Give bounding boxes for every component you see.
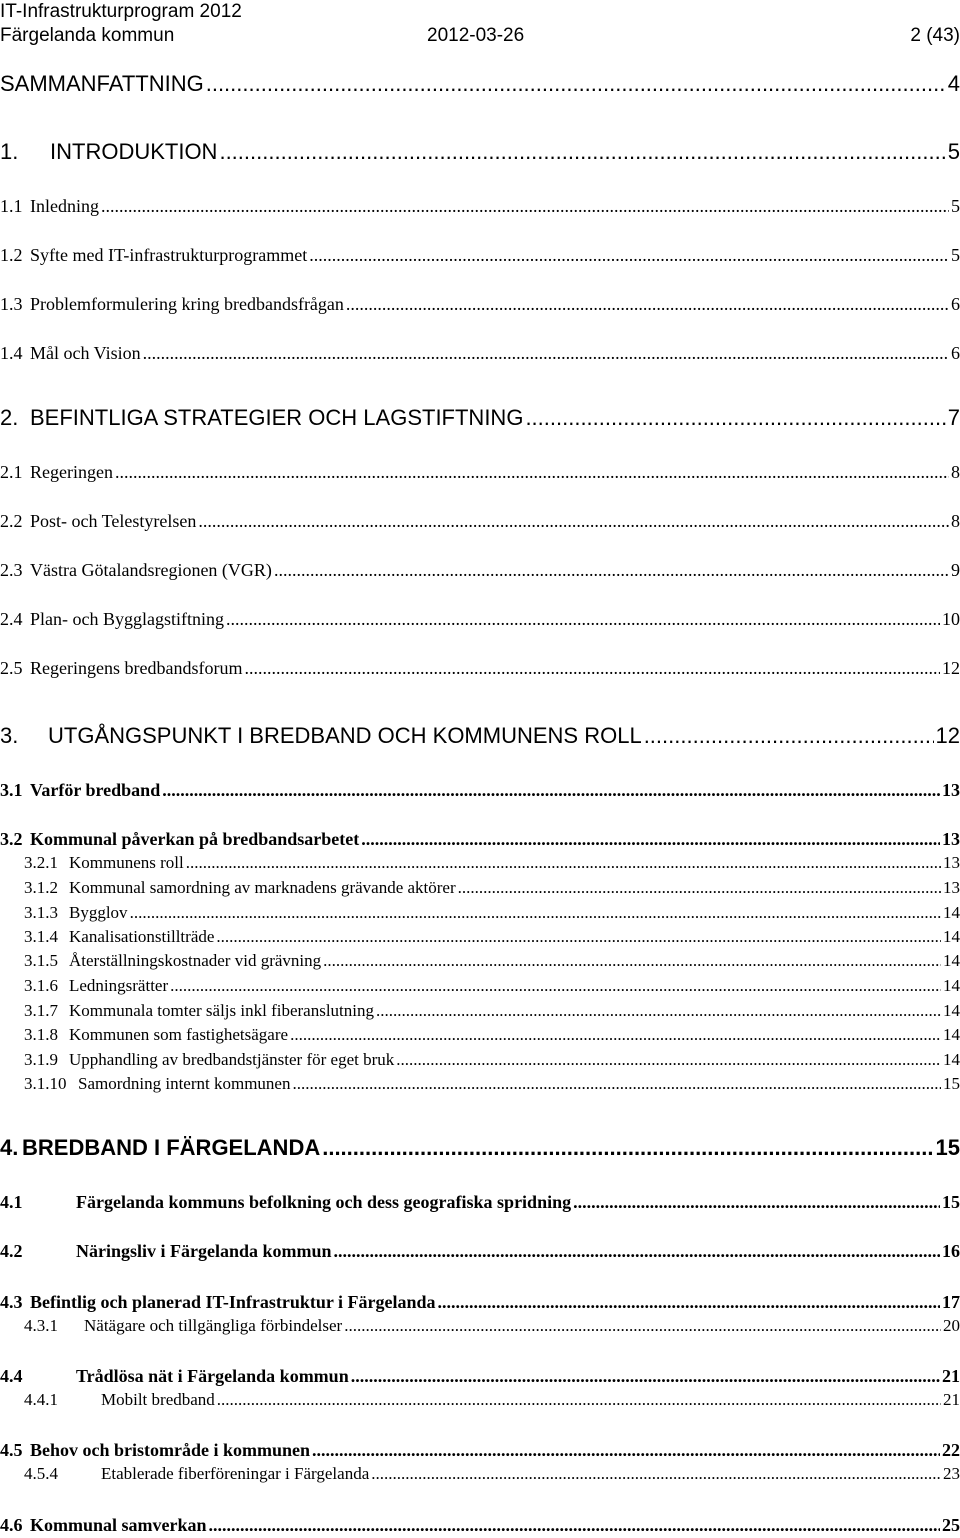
toc-entry-number: 3.2.1 — [24, 853, 58, 872]
toc-entry-number: 3.1 — [0, 780, 23, 800]
toc-entry-page: 15 — [935, 1135, 960, 1160]
document-title: IT-Infrastrukturprogram 2012 — [0, 1, 242, 22]
toc-entry-number: 4.1 — [0, 1192, 23, 1212]
toc-entry-title: BEFINTLIGA STRATEGIER OCH LAGSTIFTNING — [30, 405, 524, 430]
toc-dot-leader — [438, 1291, 940, 1313]
toc-entry-page: 17 — [942, 1292, 960, 1312]
toc-entry[interactable] — [0, 1074, 960, 1098]
toc-entry-page: 9 — [951, 560, 960, 580]
toc-entry-title: Kommunen som fastighetsägare — [69, 1025, 289, 1044]
toc-dot-leader — [371, 1464, 941, 1484]
toc-entry[interactable] — [0, 195, 960, 219]
toc-dot-leader — [209, 1514, 940, 1536]
toc-entry-title: Kanalisationstillträde — [69, 927, 215, 946]
toc-entry[interactable] — [0, 1191, 960, 1215]
toc-entry-title: Regeringen — [30, 462, 113, 482]
toc-dot-leader — [274, 559, 949, 581]
toc-dot-leader — [376, 1001, 941, 1021]
toc-entry-number: 4.3.1 — [24, 1316, 58, 1335]
toc-entry-number: 4.2 — [0, 1241, 23, 1261]
toc-dot-leader — [458, 878, 941, 898]
toc-entry-title: Varför bredband — [30, 780, 161, 800]
toc-entry-title: Upphandling av bredbandstjänster för eget bruk — [69, 1050, 395, 1069]
toc-entry-page: 13 — [943, 853, 960, 872]
toc-entry[interactable] — [0, 1365, 960, 1389]
toc-entry-number: 1.2 — [0, 245, 23, 265]
toc-entry-number: 3.1.8 — [24, 1025, 58, 1044]
toc-entry-number: 4.4.1 — [24, 1390, 58, 1409]
toc-entry-number: 4.5.4 — [24, 1464, 58, 1483]
toc-entry-page: 14 — [943, 1050, 960, 1069]
toc-entry-page: 13 — [942, 829, 960, 849]
toc-dot-leader — [323, 951, 941, 971]
toc-entry-title: Regeringens bredbandsforum — [30, 658, 243, 678]
toc-dot-leader — [216, 927, 941, 947]
toc-entry-number: 3. — [0, 723, 19, 748]
toc-entry[interactable] — [0, 976, 960, 1000]
toc-entry-page: 13 — [942, 780, 960, 800]
toc-entry-number: 1. — [0, 139, 19, 164]
toc-entry-title: UTGÅNGSPUNKT I BREDBAND OCH KOMMUNENS ROLL — [48, 723, 642, 748]
toc-entry-number: 1.4 — [0, 343, 23, 363]
toc-entry-title: Trådlösa nät i Färgelanda kommun — [76, 1366, 349, 1386]
toc-entry-title: Återställningskostnader vid grävning — [69, 951, 322, 970]
toc-entry[interactable] — [0, 927, 960, 951]
toc-entry-title: Inledning — [30, 196, 99, 216]
toc-entry-page: 14 — [943, 1025, 960, 1044]
toc-entry[interactable] — [0, 342, 960, 366]
header-line-2 — [0, 24, 960, 48]
toc-entry-page: 14 — [943, 976, 960, 995]
toc-entry[interactable] — [0, 244, 960, 268]
toc-entry[interactable] — [0, 1316, 960, 1340]
toc-entry-number: 3.1.6 — [24, 976, 58, 995]
toc-entry-page: 23 — [943, 1464, 960, 1483]
toc-entry[interactable] — [0, 853, 960, 877]
toc-entry-page: 21 — [943, 1390, 960, 1409]
toc-entry[interactable] — [0, 1025, 960, 1049]
toc-entry-number: 1.1 — [0, 196, 23, 216]
toc-entry-page: 20 — [943, 1316, 960, 1335]
toc-entry-title: Västra Götalandsregionen (VGR) — [30, 560, 272, 580]
toc-entry-number: 2.3 — [0, 560, 23, 580]
toc-entry[interactable] — [0, 828, 960, 852]
toc-entry[interactable] — [0, 1464, 960, 1488]
toc-dot-leader — [198, 510, 949, 532]
toc-dot-leader — [143, 342, 949, 364]
toc-dot-leader — [217, 1390, 941, 1410]
toc-entry-title: Bygglov — [69, 903, 128, 922]
toc-entry[interactable] — [0, 510, 960, 534]
toc-dot-leader — [130, 903, 941, 923]
toc-entry-page: 8 — [951, 511, 960, 531]
toc-entry-page: 6 — [951, 294, 960, 314]
toc-entry[interactable] — [0, 1514, 960, 1538]
toc-dot-leader — [525, 406, 945, 430]
toc-entry[interactable] — [0, 1291, 960, 1315]
toc-entry-number: 3.1.9 — [24, 1050, 58, 1069]
toc-entry[interactable] — [0, 724, 960, 752]
toc-dot-leader — [396, 1050, 941, 1070]
toc-entry-title: Kommunala tomter säljs inkl fiberanslutning — [69, 1001, 375, 1020]
toc-entry-number: 3.1.10 — [24, 1074, 67, 1093]
toc-entry-title: Problemformulering kring bredbandsfrågan — [30, 294, 344, 314]
toc-entry-number: 1.3 — [0, 294, 23, 314]
toc-dot-leader — [312, 1439, 940, 1461]
municipality-name: Färgelanda kommun — [0, 25, 175, 46]
toc-entry-page: 5 — [947, 139, 960, 164]
toc-entry-page: 16 — [942, 1241, 960, 1261]
toc-entry-page: 14 — [943, 951, 960, 970]
toc-entry-title: BREDBAND I FÄRGELANDA — [22, 1135, 321, 1160]
toc-entry[interactable] — [0, 657, 960, 681]
toc-dot-leader — [309, 244, 949, 266]
document-date: 2012-03-26 — [427, 25, 525, 46]
toc-entry-page: 21 — [942, 1366, 960, 1386]
toc-entry-page: 12 — [935, 723, 960, 748]
toc-entry-title: Etablerade fiberföreningar i Färgelanda — [101, 1464, 370, 1483]
toc-entry-title: Behov och bristområde i kommunen — [30, 1440, 311, 1460]
toc-entry-number: 4.5 — [0, 1440, 23, 1460]
toc-dot-leader — [219, 140, 945, 164]
page-header — [0, 0, 960, 48]
toc-entry-page: 8 — [951, 462, 960, 482]
toc-entry-number: 2. — [0, 405, 19, 430]
toc-entry-title: Kommunal påverkan på bredbandsarbetet — [30, 829, 360, 849]
toc-entry-number: 4.4 — [0, 1366, 23, 1386]
toc-entry-page: 10 — [942, 609, 960, 629]
toc-entry[interactable] — [0, 1390, 960, 1414]
toc-entry-title: Kommunal samordning av marknadens grävande aktörer — [69, 878, 456, 897]
toc-entry-title: Ledningsrätter — [69, 976, 169, 995]
toc-entry-title: Samordning internt kommunen — [78, 1074, 291, 1093]
toc-dot-leader — [292, 1074, 941, 1094]
toc-entry-number: 3.1.4 — [24, 927, 58, 946]
toc-entry-title: Syfte med IT-infrastrukturprogrammet — [30, 245, 308, 265]
toc-entry-number: 3.2 — [0, 829, 23, 849]
toc-dot-leader — [115, 461, 949, 483]
toc-entry[interactable] — [0, 878, 960, 902]
toc-entry[interactable] — [0, 293, 960, 317]
toc-dot-leader — [206, 72, 946, 96]
toc-entry[interactable] — [0, 1136, 960, 1164]
toc-entry[interactable] — [0, 608, 960, 632]
toc-dot-leader — [361, 828, 940, 850]
toc-dot-leader — [244, 657, 940, 679]
toc-entry-page: 14 — [943, 927, 960, 946]
toc-entry-number: 2.5 — [0, 658, 23, 678]
toc-entry[interactable] — [0, 140, 960, 168]
toc-entry[interactable] — [0, 1050, 960, 1074]
toc-dot-leader — [226, 608, 940, 630]
toc-entry[interactable] — [0, 779, 960, 803]
toc-entry[interactable] — [0, 903, 960, 927]
toc-entry-page: 5 — [951, 245, 960, 265]
toc-entry[interactable] — [0, 406, 960, 434]
toc-entry-page: 6 — [951, 343, 960, 363]
toc-entry-title: Mål och Vision — [30, 343, 141, 363]
toc-entry-number: 3.1.5 — [24, 951, 58, 970]
toc-dot-leader — [351, 1365, 940, 1387]
toc-entry-title: Mobilt bredband — [101, 1390, 215, 1409]
toc-entry-page: 14 — [943, 1001, 960, 1020]
toc-entry-page: 13 — [943, 878, 960, 897]
toc-entry[interactable] — [0, 951, 960, 975]
toc-entry-title: Kommunens roll — [69, 853, 184, 872]
toc-entry-page: 15 — [942, 1192, 960, 1212]
toc-entry-number: 4.6 — [0, 1515, 23, 1535]
toc-entry-title: INTRODUKTION — [50, 139, 218, 164]
toc-dot-leader — [186, 853, 941, 873]
toc-entry-number: 4. — [0, 1135, 19, 1160]
toc-dot-leader — [573, 1191, 940, 1213]
toc-entry[interactable] — [0, 559, 960, 583]
toc-entry-number: 3.1.2 — [24, 878, 58, 897]
toc-entry-number: 2.2 — [0, 511, 23, 531]
toc-entry-page: 12 — [942, 658, 960, 678]
toc-entry-title: Plan- och Bygglagstiftning — [30, 609, 224, 629]
toc-entry-title: Näringsliv i Färgelanda kommun — [76, 1241, 332, 1261]
toc-entry[interactable] — [0, 1439, 960, 1463]
toc-dot-leader — [344, 1316, 941, 1336]
toc-entry-page: 4 — [947, 71, 960, 96]
toc-entry-number: 2.1 — [0, 462, 23, 482]
toc-entry-page: 25 — [942, 1515, 960, 1535]
toc-dot-leader — [290, 1025, 941, 1045]
toc-dot-leader — [101, 195, 949, 217]
toc-entry-page: 15 — [943, 1074, 960, 1093]
toc-entry-title: Post- och Telestyrelsen — [30, 511, 197, 531]
toc-dot-leader — [346, 293, 949, 315]
toc-entry-number: 2.4 — [0, 609, 23, 629]
toc-dot-leader — [170, 976, 941, 996]
toc-dot-leader — [644, 724, 934, 748]
toc-entry[interactable] — [0, 72, 960, 100]
toc-entry-title: Befintlig och planerad IT-Infrastruktur i Färgelanda — [30, 1292, 436, 1312]
header-line-1 — [0, 0, 960, 24]
toc-dot-leader — [334, 1240, 940, 1262]
toc-entry-page: 14 — [943, 903, 960, 922]
toc-dot-leader — [162, 779, 940, 801]
toc-entry[interactable] — [0, 1001, 960, 1025]
toc-entry-title: Kommunal samverkan — [30, 1515, 207, 1535]
toc-entry[interactable] — [0, 1240, 960, 1264]
toc-entry-page: 7 — [947, 405, 960, 430]
toc-entry-title: Nätägare och tillgängliga förbindelser — [84, 1316, 343, 1335]
toc-entry[interactable] — [0, 461, 960, 485]
page-number: 2 (43) — [910, 25, 960, 46]
toc-entry-title: SAMMANFATTNING — [0, 71, 204, 96]
toc-entry-number: 3.1.7 — [24, 1001, 58, 1020]
toc-entry-page: 22 — [942, 1440, 960, 1460]
toc-entry-number: 3.1.3 — [24, 903, 58, 922]
toc-entry-number: 4.3 — [0, 1292, 23, 1312]
toc-entry-title: Färgelanda kommuns befolkning och dess geografiska spridning — [76, 1192, 572, 1212]
toc-dot-leader — [322, 1136, 933, 1160]
toc-entry-page: 5 — [951, 196, 960, 216]
